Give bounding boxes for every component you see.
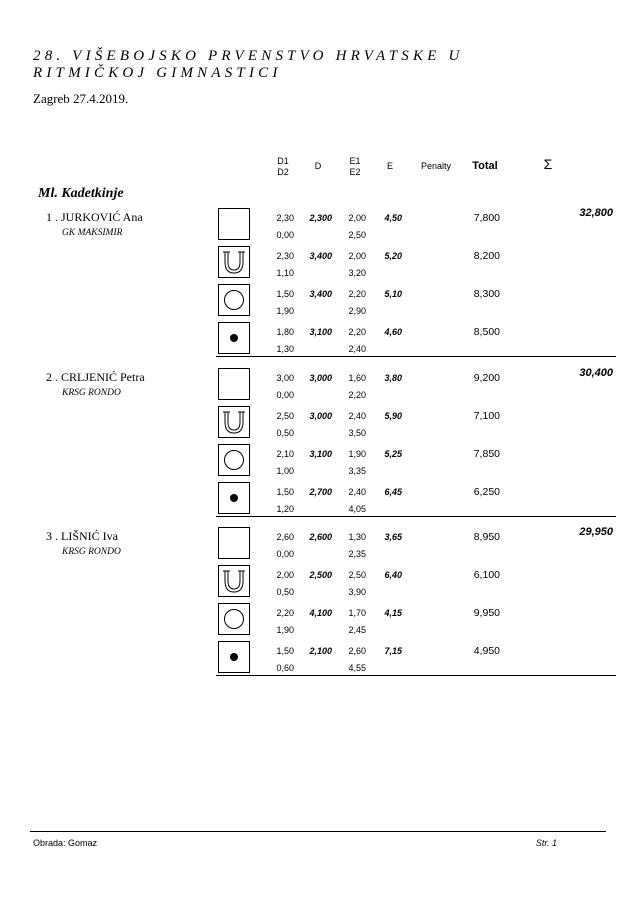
ball-icon	[218, 482, 250, 514]
score-d1: 2,60	[276, 532, 294, 542]
score-e: 6,45	[384, 487, 402, 497]
document-title-line1: 28. VIŠEBOJSKO PRVENSTVO HRVATSKE U	[33, 48, 464, 64]
score-e: 6,40	[384, 570, 402, 580]
score-e2: 2,35	[348, 549, 366, 559]
score-e2: 3,90	[348, 587, 366, 597]
score-total: 7,850	[473, 448, 500, 460]
athlete-block	[38, 207, 636, 370]
score-d2: 1,10	[276, 268, 294, 278]
document-title-line2: RITMIČKOJ GIMNASTICI	[33, 65, 282, 81]
score-total: 9,200	[473, 372, 500, 384]
score-d2: 0,00	[276, 390, 294, 400]
score-d1: 1,50	[276, 646, 294, 656]
no-apparatus-icon	[218, 368, 250, 400]
hoop-icon	[218, 284, 250, 316]
score-e2: 3,20	[348, 268, 366, 278]
score-e1: 1,60	[348, 373, 366, 383]
score-d2: 1,90	[276, 625, 294, 635]
athlete-name: 3 . LIŠNIĆ Iva	[46, 529, 118, 543]
athlete-block	[38, 367, 636, 530]
score-e1: 2,20	[348, 289, 366, 299]
hoop-clubs-icon	[218, 406, 250, 438]
hoop-clubs-icon	[218, 246, 250, 278]
athlete-name: 2 . CRLJENIĆ Petra	[46, 370, 145, 384]
athlete-club: KRSG RONDO	[62, 388, 121, 398]
score-e: 4,50	[384, 213, 402, 223]
athlete-all-around-total: 29,950	[579, 526, 613, 538]
score-d: 3,000	[309, 373, 332, 383]
score-e: 3,80	[384, 373, 402, 383]
score-d1: 1,50	[276, 289, 294, 299]
score-total: 6,100	[473, 569, 500, 581]
score-e: 7,15	[384, 646, 402, 656]
header-e2: E2	[349, 167, 361, 177]
footer-page-number: Str. 1	[535, 838, 557, 848]
athlete-divider	[216, 675, 616, 676]
header-total: Total	[472, 160, 498, 172]
routine-row	[38, 284, 636, 322]
score-total: 8,500	[473, 326, 500, 338]
athlete-all-around-total: 32,800	[579, 207, 613, 219]
score-e2: 2,90	[348, 306, 366, 316]
score-total: 8,300	[473, 288, 500, 300]
score-d1: 3,00	[276, 373, 294, 383]
header-e1: E1	[349, 156, 361, 166]
routine-row	[38, 208, 636, 246]
score-e1: 1,70	[348, 608, 366, 618]
score-d2: 1,30	[276, 344, 294, 354]
athlete-club: KRSG RONDO	[62, 547, 121, 557]
score-total: 9,950	[473, 607, 500, 619]
routine-row	[38, 368, 636, 406]
score-e: 5,10	[384, 289, 402, 299]
score-d1: 1,50	[276, 487, 294, 497]
score-d2: 0,00	[276, 549, 294, 559]
score-d2: 1,20	[276, 504, 294, 514]
routine-row	[38, 406, 636, 444]
score-e: 3,65	[384, 532, 402, 542]
header-e: E	[386, 161, 393, 171]
score-d: 2,100	[309, 646, 332, 656]
score-total: 4,950	[473, 645, 500, 657]
score-d: 3,100	[309, 449, 332, 459]
score-total: 7,100	[473, 410, 500, 422]
score-total: 8,200	[473, 250, 500, 262]
score-e1: 2,40	[348, 411, 366, 421]
routine-row	[38, 482, 636, 520]
no-apparatus-icon	[218, 527, 250, 559]
score-d1: 2,00	[276, 570, 294, 580]
score-e1: 2,60	[348, 646, 366, 656]
footer-processed-by: Obrada: Gomaz	[33, 838, 98, 848]
header-sum: Σ	[543, 156, 553, 172]
score-d: 2,700	[309, 487, 332, 497]
hoop-icon	[218, 603, 250, 635]
score-e1: 2,50	[348, 570, 366, 580]
score-e: 4,60	[384, 327, 402, 337]
score-e1: 1,90	[348, 449, 366, 459]
score-e1: 1,30	[348, 532, 366, 542]
score-d1: 2,10	[276, 449, 294, 459]
routine-row	[38, 641, 636, 679]
score-e1: 2,00	[348, 213, 366, 223]
routine-row	[38, 565, 636, 603]
header-d: D	[314, 161, 322, 171]
score-total: 8,950	[473, 531, 500, 543]
hoop-clubs-icon	[218, 565, 250, 597]
score-e: 4,15	[384, 608, 402, 618]
score-d: 4,100	[309, 608, 332, 618]
score-d1: 2,50	[276, 411, 294, 421]
routine-row	[38, 444, 636, 482]
athlete-divider	[216, 356, 616, 357]
score-e2: 4,55	[348, 663, 366, 673]
athlete-club: GK MAKSIMIR	[62, 228, 123, 238]
score-e: 5,25	[384, 449, 402, 459]
score-d2: 0,50	[276, 428, 294, 438]
score-d1: 2,30	[276, 213, 294, 223]
athlete-all-around-total: 30,400	[579, 367, 613, 379]
score-d1: 2,30	[276, 251, 294, 261]
header-penalty: Penalty	[420, 161, 452, 171]
score-d1: 2,20	[276, 608, 294, 618]
score-e: 5,20	[384, 251, 402, 261]
score-d2: 1,90	[276, 306, 294, 316]
score-d: 3,400	[309, 289, 332, 299]
header-d2: D2	[277, 167, 289, 177]
category-heading: Ml. Kadetkinje	[38, 186, 124, 201]
score-e2: 2,40	[348, 344, 366, 354]
score-d2: 0,00	[276, 230, 294, 240]
score-total: 6,250	[473, 486, 500, 498]
score-d: 2,300	[309, 213, 332, 223]
score-e2: 2,45	[348, 625, 366, 635]
score-d2: 0,60	[276, 663, 294, 673]
ball-icon	[218, 322, 250, 354]
score-e2: 2,50	[348, 230, 366, 240]
score-d2: 0,50	[276, 587, 294, 597]
footer-divider	[30, 831, 606, 832]
athlete-block	[38, 526, 636, 689]
score-d1: 1,80	[276, 327, 294, 337]
score-d: 3,400	[309, 251, 332, 261]
routine-row	[38, 527, 636, 565]
score-e2: 2,20	[348, 390, 366, 400]
routine-row	[38, 246, 636, 284]
score-e1: 2,20	[348, 327, 366, 337]
score-e2: 4,05	[348, 504, 366, 514]
score-d: 2,500	[309, 570, 332, 580]
athlete-name: 1 . JURKOVIĆ Ana	[46, 210, 143, 224]
no-apparatus-icon	[218, 208, 250, 240]
score-e2: 3,35	[348, 466, 366, 476]
routine-row	[38, 603, 636, 641]
score-e: 5,90	[384, 411, 402, 421]
routine-row	[38, 322, 636, 360]
document-subtitle: Zagreb 27.4.2019.	[33, 91, 129, 106]
ball-icon	[218, 641, 250, 673]
header-d1: D1	[277, 156, 289, 166]
score-d2: 1,00	[276, 466, 294, 476]
score-d: 3,100	[309, 327, 332, 337]
score-e1: 2,00	[348, 251, 366, 261]
score-d: 3,000	[309, 411, 332, 421]
score-e1: 2,40	[348, 487, 366, 497]
athlete-divider	[216, 516, 616, 517]
score-e2: 3,50	[348, 428, 366, 438]
score-total: 7,800	[473, 212, 500, 224]
score-d: 2,600	[309, 532, 332, 542]
hoop-icon	[218, 444, 250, 476]
